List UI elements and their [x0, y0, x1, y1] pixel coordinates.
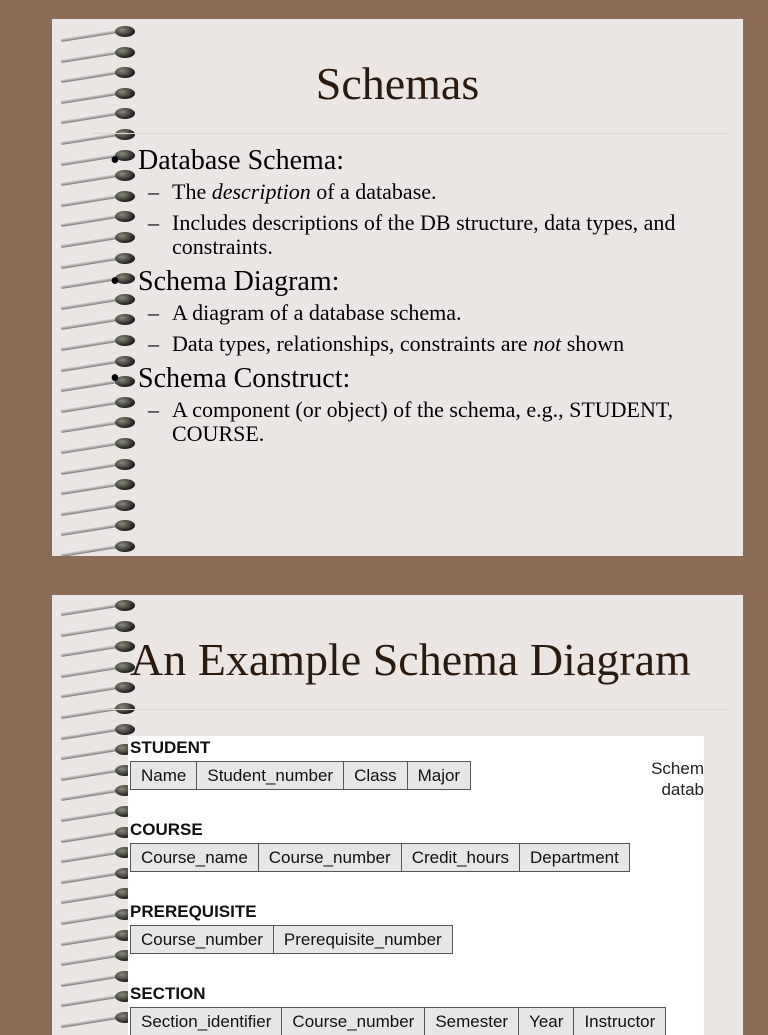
relation-name: PREREQUISITE: [130, 902, 257, 921]
dash-icon: –: [148, 210, 159, 235]
slide-title: Schemas: [315, 58, 480, 109]
bullet-icon: •: [110, 266, 120, 297]
side-note-line: Schem: [651, 759, 704, 778]
relation-attributes: [131, 1007, 666, 1035]
spiral-ring-icon: [60, 126, 146, 142]
sub-bullet-text: The: [172, 179, 212, 204]
spiral-ring-icon: [60, 700, 146, 716]
relation-attributes: [131, 925, 453, 954]
dash-icon: –: [148, 300, 159, 325]
spiral-ring-icon: [60, 456, 146, 472]
emphasis-text: description: [211, 179, 311, 204]
bullet-text: Schema Construct:: [138, 363, 351, 394]
sub-bullet: [110, 211, 730, 259]
sub-bullet-text: shown: [561, 331, 625, 356]
title-divider: [92, 709, 729, 710]
spiral-ring-icon: [60, 721, 146, 737]
sub-bullet-text: A diagram of a database schema.: [172, 300, 462, 325]
attribute-cell: Course_number: [130, 925, 274, 954]
slide-schemas: [52, 19, 743, 556]
attribute-cell: Course_number: [258, 843, 402, 872]
bullet-text: Database Schema:: [138, 145, 345, 176]
relation-name: COURSE: [130, 820, 203, 839]
sub-bullet-text: Includes descriptions of the DB structure, data types, and constraints.: [172, 210, 676, 259]
attribute-cell: Student_number: [196, 761, 344, 790]
spiral-ring-icon: [60, 597, 146, 613]
attribute-cell: Instructor: [573, 1007, 666, 1035]
bullet-item: [110, 363, 730, 394]
attribute-cell: Major: [407, 761, 472, 790]
spiral-ring-icon: [60, 23, 146, 39]
attribute-cell: Course_number: [281, 1007, 425, 1035]
attribute-cell: Section_identifier: [130, 1007, 282, 1035]
side-note: [648, 758, 704, 800]
slide-example-schema-diagram: [52, 595, 743, 1035]
dash-icon: –: [148, 179, 159, 204]
spiral-ring-icon: [60, 618, 146, 634]
attribute-cell: Class: [343, 761, 408, 790]
attribute-cell: Department: [519, 843, 630, 872]
attribute-cell: Prerequisite_number: [273, 925, 453, 954]
schema-diagram: [128, 736, 704, 1035]
relation-attributes: [131, 761, 471, 790]
dash-icon: –: [148, 397, 159, 422]
sub-bullet: [110, 180, 730, 204]
bullet-text: Schema Diagram:: [138, 266, 340, 297]
relation-attributes: [131, 843, 630, 872]
attribute-cell: Course_name: [130, 843, 259, 872]
spiral-ring-icon: [60, 476, 146, 492]
attribute-cell: Credit_hours: [401, 843, 520, 872]
spiral-ring-icon: [60, 497, 146, 513]
attribute-cell: Year: [518, 1007, 574, 1035]
relation-name: SECTION: [130, 984, 206, 1003]
bullet-list: [110, 145, 730, 453]
dash-icon: –: [148, 331, 159, 356]
emphasis-text: not: [533, 331, 562, 356]
bullet-icon: •: [110, 363, 120, 394]
sub-bullet-text: Data types, relationships, constraints are: [172, 331, 534, 356]
sub-bullet-text: A component (or object) of the schema, e.g., STUDENT, COURSE.: [172, 397, 674, 446]
relation-name: STUDENT: [130, 738, 211, 757]
sub-bullet: [110, 398, 730, 446]
sub-bullet-text: of a database.: [310, 179, 437, 204]
side-note-line: datab: [661, 780, 704, 799]
sub-bullet: [110, 301, 730, 325]
bullet-item: [110, 266, 730, 297]
bullet-icon: •: [110, 145, 120, 176]
spiral-ring-icon: [60, 538, 146, 554]
attribute-cell: Name: [130, 761, 197, 790]
attribute-cell: Semester: [424, 1007, 519, 1035]
spiral-ring-icon: [60, 517, 146, 533]
sub-bullet: [110, 332, 730, 356]
bullet-item: [110, 145, 730, 176]
slide-title: An Example Schema Diagram: [130, 634, 691, 685]
title-divider: [92, 133, 729, 134]
